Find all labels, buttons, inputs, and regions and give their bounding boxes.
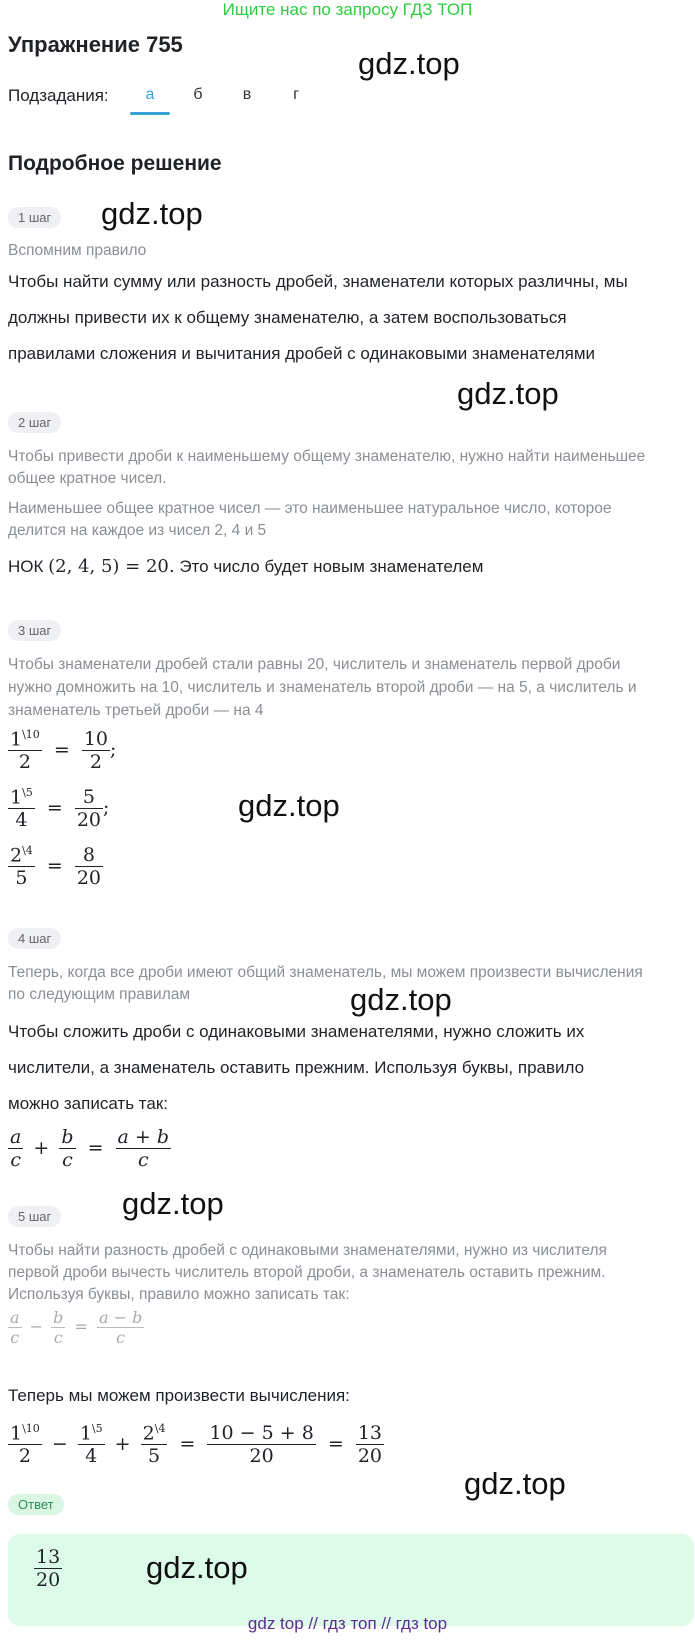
nok-label: НОК <box>8 557 44 576</box>
watermark: gdz.top <box>122 1186 224 1221</box>
step-badge-2: 2 шаг <box>8 412 61 433</box>
step-text: общее кратное чисел. <box>8 470 167 487</box>
step-badge-4: 4 шаг <box>8 928 61 949</box>
fraction: $\frac{1^{\backslash 10}}{2}$ <box>10 728 40 774</box>
watermark: gdz.top <box>464 1466 566 1501</box>
step-badge-5: 5 шаг <box>8 1206 61 1227</box>
step-text: нужно домножить на 10, числитель и знаменатель второй дроби — на 5, а числитель и <box>8 679 637 696</box>
rule-text-line: Чтобы сложить дроби с одинаковыми знаменателями, нужно сложить их <box>8 1022 585 1041</box>
equation-3: $\frac{2^{\backslash 4}}{5}$ = $\frac{8}{20}$ <box>10 844 102 890</box>
fraction: $\frac{8}{20}$ <box>76 844 102 890</box>
addition-formula: $\frac{a}{c}$ + $\frac{b}{c}$ = $\frac{a + b}{c}$ <box>10 1126 170 1171</box>
equation-1: $\frac{1^{\backslash 10}}{2}$ = $\frac{10}{2}$ ; <box>10 728 117 774</box>
answer-box <box>8 1534 694 1626</box>
fraction: $\frac{2^{\backslash 4}}{5}$ <box>10 844 33 890</box>
step-text: Теперь, когда все дроби имеют общий знаменатель, мы можем произвести вычисления <box>8 964 643 981</box>
step-text: первой дроби вычесть числитель второй дроби, а знаменатель оставить прежним. <box>8 1264 606 1281</box>
subtraction-formula: $\frac{a}{c}$ − $\frac{b}{c}$ = $\frac{a - b}{c}$ <box>10 1308 143 1347</box>
rule-text-line: Чтобы найти сумму или разность дробей, знаменатели которых различны, мы <box>8 272 628 291</box>
watermark: gdz.top <box>358 46 460 81</box>
step-text: Чтобы привести дроби к наименьшему общему знаменателю, нужно найти наименьшее <box>8 448 646 465</box>
fraction: $\frac{10}{2}$ <box>83 728 108 774</box>
watermark: gdz.top <box>146 1550 248 1585</box>
step-text: Наименьшее общее кратное чисел — это наименьшее натуральное число, которое <box>8 500 612 517</box>
watermark: gdz.top <box>350 982 452 1017</box>
active-tab-indicator <box>130 112 170 115</box>
rule-text-line: можно записать так: <box>8 1094 168 1113</box>
footer-links[interactable]: gdz top // гдз топ // гдз top <box>247 1614 448 1633</box>
watermark: gdz.top <box>101 196 203 231</box>
rule-text-line: правилами сложения и вычитания дробей с одинаковыми знаменателями <box>8 344 596 363</box>
answer-fraction: $\frac{13}{20}$ <box>36 1546 61 1591</box>
final-calculation: $\frac{1^{\backslash 10}}{2}$ − $\frac{1^{\backslash 5}}{4}$ + $\frac{2^{\backslash 4}}{5}$ = $\frac{10 - 5 + 8}{20}$ = $\frac{13}{20}$ <box>10 1422 383 1468</box>
tab-subtask-b[interactable]: б <box>193 86 203 103</box>
step-badge-1: 1 шаг <box>8 207 61 228</box>
section-title: Подробное решение <box>8 152 222 175</box>
rule-text-line: должны привести их к общему знаменателю, а затем воспользоваться <box>8 308 567 327</box>
step-text: Чтобы найти разность дробей с одинаковыми знаменателями, нужно из числителя <box>8 1242 607 1259</box>
step-hint: Вспомним правило <box>8 242 147 259</box>
step-text: делится на каждое из чисел 2, 4 и 5 <box>8 522 267 539</box>
fraction: $\frac{5}{20}$ <box>76 786 102 832</box>
watermark: gdz.top <box>238 788 340 823</box>
nok-text: Это число будет новым знаменателем <box>179 557 484 576</box>
subtasks-label: Подзадания: <box>8 86 109 105</box>
equation-2: $\frac{1^{\backslash 5}}{4}$ = $\frac{5}{20}$ ; <box>10 786 110 832</box>
step-text: Чтобы знаменатели дробей стали равны 20, числитель и знаменатель первой дроби <box>8 656 621 673</box>
step-text: знаменатель третьей дроби — на 4 <box>8 702 264 719</box>
watermark: gdz.top <box>457 376 559 411</box>
nok-expression: (2, 4, 5) = 20. <box>48 556 175 577</box>
step-text: по следующим правилам <box>8 986 191 1003</box>
promo-banner: Ищите нас по запросу ГДЗ ТОП <box>222 0 473 19</box>
nok-line <box>8 556 483 577</box>
calc-label: Теперь мы можем произвести вычисления: <box>8 1386 350 1405</box>
fraction: $\frac{1^{\backslash 5}}{4}$ <box>10 786 33 832</box>
page-title: Упражнение 755 <box>8 32 183 57</box>
answer-badge: Ответ <box>8 1494 64 1515</box>
step-badge-3: 3 шаг <box>8 620 61 641</box>
rule-text-line: числители, а знаменатель оставить прежним. Используя буквы, правило <box>8 1058 585 1077</box>
step-text: Используя буквы, правило можно записать так: <box>8 1286 350 1303</box>
tab-subtask-g[interactable]: г <box>293 86 299 103</box>
tab-subtask-a[interactable]: а <box>145 86 155 103</box>
tab-subtask-v[interactable]: в <box>242 86 252 103</box>
